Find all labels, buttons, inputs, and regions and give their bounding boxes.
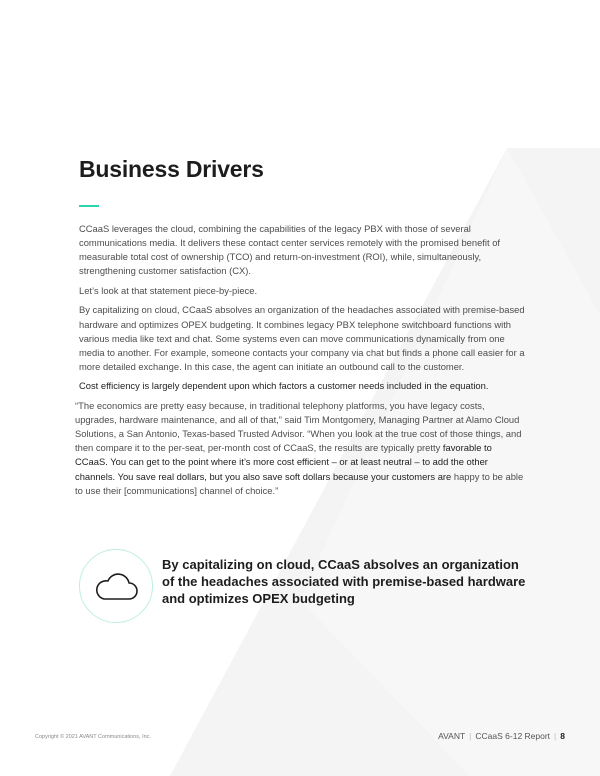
footer-brand: AVANT	[438, 731, 466, 741]
footer-separator-2: |	[554, 731, 557, 741]
callout-icon-circle	[79, 549, 153, 623]
paragraph-transition: Let’s look at that statement piece-by-piece.	[79, 284, 258, 296]
quote-text-end: happy to be able to use their [communications] channel of choice.”	[75, 470, 524, 496]
paragraph-intro: CCaaS leverages the cloud, combining the capabilities of the legacy PBX with those of several communications media. It delivers these contact center services remotely with the promised benefit of measurable total cost of ownership (TCO) and return-on-investment (ROI), while, simultaneously, strengthening customer satisfaction (CX).	[79, 223, 501, 277]
quote-text-start: “The economics are pretty easy because, in traditional telephony platforms, you have legacy costs, upgrades, hardware maintenance, and all of that,” said Tim Montgomery, Managing Partner at Alamo Cloud Solutions, a San Antonio, Texas-based Trusted Advisor. “When you look at the true cost of those things, and then compare it to the per-seat, per-month cost of CCaaS, the results are typically pretty	[75, 400, 522, 454]
callout-text: By capitalizing on cloud, CCaaS absolves an organization of the headaches associated with premise-based hardware and optimizes OPEX budgeting	[162, 557, 526, 606]
quote-paragraph	[75, 399, 525, 498]
footer-report-title: CCaaS 6-12 Report	[475, 731, 551, 741]
footer-separator: |	[469, 731, 472, 741]
quote-text-emphasis: favorable to CCaaS. You can get to the point where it’s more cost efficient – or at least neutral – to add the other channels. You save real dollars, but you also save soft dollars because your customers are	[75, 442, 492, 482]
cloud-icon	[93, 570, 139, 602]
footer-copyright: Copyright © 2021 AVANT Communications, Inc.	[35, 734, 151, 740]
paragraph-cost-efficiency: Cost efficiency is largely dependent upon which factors a customer needs included in the equation.	[79, 380, 489, 392]
page-title: Business Drivers	[79, 156, 264, 182]
footer-report-info	[438, 731, 565, 741]
title-accent-rule	[79, 205, 99, 207]
footer-page-number: 8	[560, 731, 565, 741]
body-text	[75, 222, 525, 503]
paragraph-capitalizing: By capitalizing on cloud, CCaaS absolves an organization of the headaches associated with premise-based hardware and optimizes OPEX budgeting. It combines legacy PBX telephone switchboard functions with various media like text and chat. Some systems even can move communications dynamically from one media to another. For example, someone contacts your company via chat but finds a phone call easier for a more detailed exchange. In this case, the agent can initiate an outbound call to the customer.	[79, 304, 525, 372]
